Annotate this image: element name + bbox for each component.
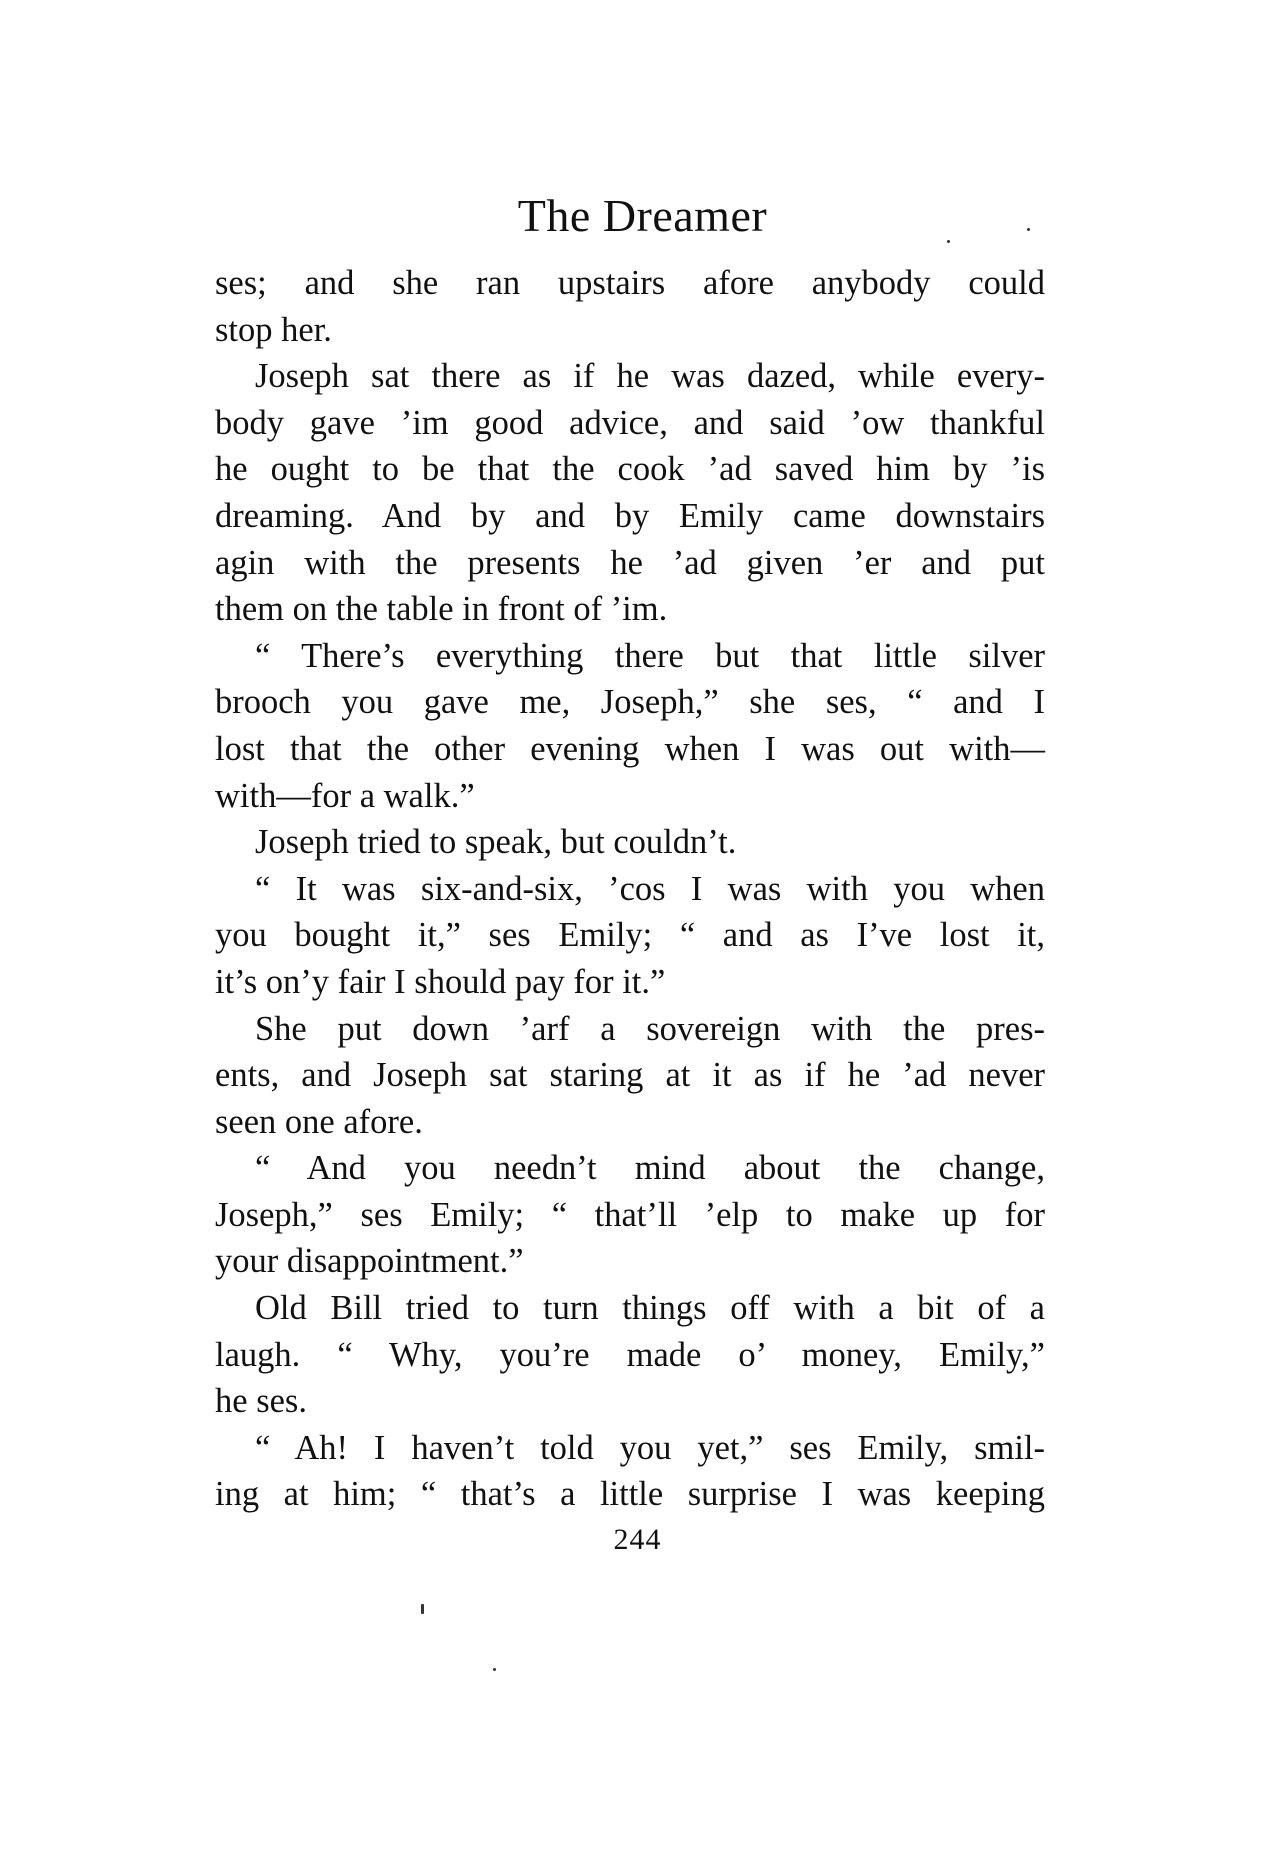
body-text xyxy=(215,260,1045,1518)
text-line: agin with the presents he ’ad given ’er and put xyxy=(215,543,1045,582)
text-line: “ There’s everything there but that little silver xyxy=(255,636,1045,675)
text-line: you bought it,” ses Emily; “ and as I’ve lost it, xyxy=(215,916,1045,955)
text-line: “ It was six-and-six, ’cos I was with you when xyxy=(255,869,1045,908)
text-line: dreaming. And by and by Emily came downstairs xyxy=(215,496,1045,535)
text-line: lost that the other evening when I was out with— xyxy=(215,729,1045,768)
text-line: them on the table in front of ’im. xyxy=(215,590,668,629)
scan-speck xyxy=(493,1668,496,1671)
text-line: body gave ’im good advice, and said ’ow thankful xyxy=(215,403,1045,442)
text-line: ents, and Joseph sat staring at it as if he ’ad never xyxy=(215,1056,1045,1095)
text-line: ses; and she ran upstairs afore anybody could xyxy=(215,264,1045,302)
text-line: he ought to be that the cook ’ad saved him by ’is xyxy=(215,450,1045,489)
text-line: stop her. xyxy=(215,310,332,349)
page-number: 244 xyxy=(613,1523,662,1556)
text-line: it’s on’y fair I should pay for it.” xyxy=(215,962,666,1001)
text-line: laugh. “ Why, you’re made o’ money, Emily,” xyxy=(215,1335,1045,1374)
running-head: The Dreamer xyxy=(517,190,768,241)
text-line: your disappointment.” xyxy=(215,1242,524,1281)
scan-speck xyxy=(421,1604,424,1614)
text-line: Joseph,” ses Emily; “ that’ll ’elp to make up for xyxy=(215,1195,1045,1234)
scan-speck xyxy=(947,240,950,243)
text-line: “ Ah! I haven’t told you yet,” ses Emily, smil- xyxy=(255,1428,1045,1467)
text-line: brooch you gave me, Joseph,” she ses, “ and I xyxy=(215,683,1045,722)
text-line: She put down ’arf a sovereign with the pres- xyxy=(255,1009,1045,1048)
text-line: he ses. xyxy=(215,1382,307,1421)
text-line: Joseph sat there as if he was dazed, while every- xyxy=(255,357,1045,396)
text-line: seen one afore. xyxy=(215,1102,423,1141)
text-line: Joseph tried to speak, but couldn’t. xyxy=(255,823,737,862)
text-line: ing at him; “ that’s a little surprise I was keeping xyxy=(215,1475,1045,1514)
text-line: Old Bill tried to turn things off with a bit of a xyxy=(255,1289,1045,1328)
scan-speck xyxy=(1027,228,1030,231)
text-line: “ And you needn’t mind about the change, xyxy=(255,1149,1045,1188)
text-line: with—for a walk.” xyxy=(215,776,475,815)
